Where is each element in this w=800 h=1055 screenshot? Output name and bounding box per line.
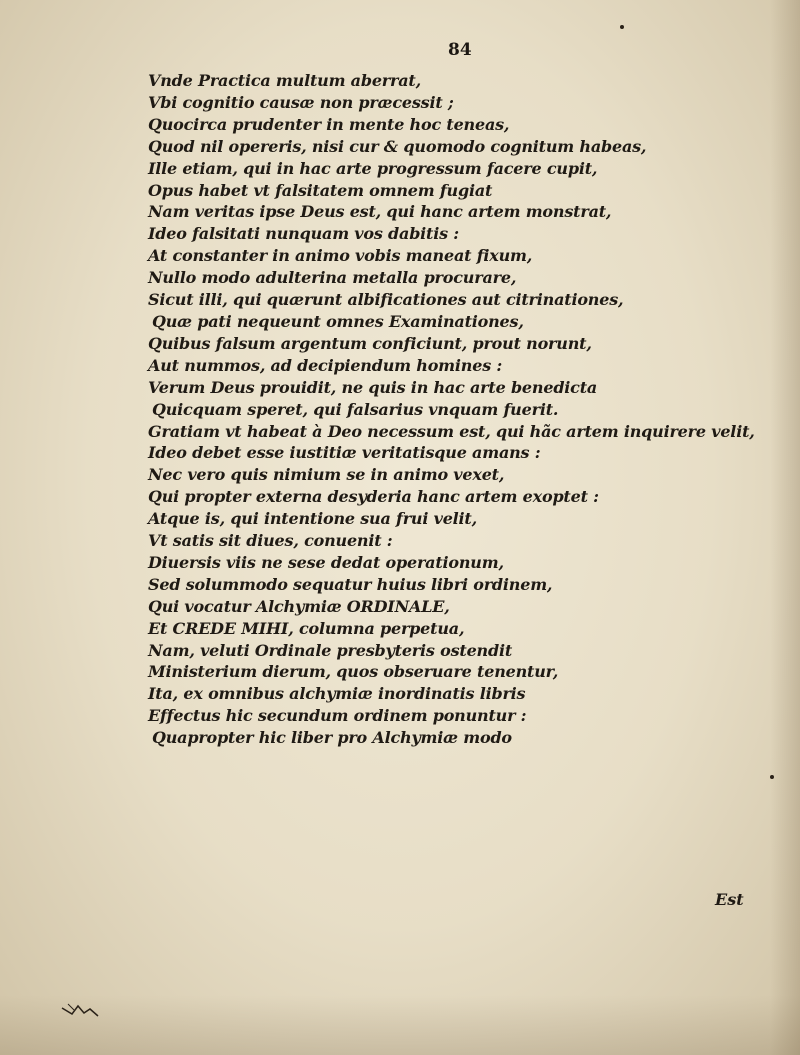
text-line: Quibus falsum argentum conficiunt, prout norunt,: [148, 333, 592, 353]
ink-speck: [620, 25, 624, 29]
catchword: Est: [715, 890, 744, 909]
text-line: Sicut illi, qui quærunt albificationes aut citrinationes,: [148, 290, 624, 310]
text-line: Verum Deus prouidit, ne quis in hac arte benedicta: [148, 377, 598, 397]
text-line: Et CREDE MIHI, columna perpetua,: [148, 618, 465, 638]
text-line: Effectus hic secundum ordinem ponuntur :: [148, 706, 527, 726]
text-line: Vbi cognitio causæ non præcessit ;: [148, 92, 454, 112]
text-line: Nec vero quis nimium se in animo vexet,: [148, 465, 505, 485]
text-line: Quapropter hic liber pro Alchymiæ modo: [152, 728, 512, 748]
page-bottom-shadow: [0, 995, 800, 1055]
text-line: Diuersis viis ne sese dedat operationum,: [148, 552, 504, 572]
text-line: Vt satis sit diues, conuenit :: [148, 531, 393, 551]
text-line: Gratiam vt habeat à Deo necessum est, qui hãc artem inquirere velit,: [148, 421, 755, 441]
text-line: Quæ pati nequeunt omnes Examinationes,: [152, 311, 524, 331]
text-line: Quocirca prudenter in mente hoc teneas,: [148, 114, 510, 134]
text-line: Nam veritas ipse Deus est, qui hanc artem monstrat,: [148, 202, 612, 222]
text-line: Atque is, qui intentione sua frui velit,: [148, 509, 477, 529]
text-line: Qui propter externa desyderia hanc artem exoptet :: [148, 487, 599, 507]
text-line: Quod nil opereris, nisi cur & quomodo cognitum habeas,: [148, 136, 647, 156]
text-line: Nullo modo adulterina metalla procurare,: [148, 268, 517, 288]
text-line: Quicquam speret, qui falsarius vnquam fuerit.: [152, 399, 559, 419]
text-line: Opus habet vt falsitatem omnem fugiat: [148, 180, 493, 200]
text-line: Aut nummos, ad decipiendum homines :: [148, 355, 503, 375]
text-line: Ille etiam, qui in hac arte progressum facere cupit,: [148, 158, 598, 178]
text-line: Vnde Practica multum aberrat,: [148, 71, 421, 90]
text-line: Nam, veluti Ordinale presbyteris ostendit: [148, 640, 513, 660]
text-line: Sed solummodo sequatur huius libri ordinem,: [148, 574, 553, 594]
text-line: At constanter in animo vobis maneat fixum,: [148, 246, 533, 266]
ink-blot-mark: [60, 1000, 100, 1020]
text-line: Ideo debet esse iustitiæ veritatisque amans :: [148, 443, 541, 463]
verse-text-block: [148, 70, 778, 749]
page-number: 84: [448, 40, 472, 60]
text-line: Ministerium dierum, quos obseruare tenentur,: [148, 662, 559, 682]
ink-speck: [770, 775, 774, 779]
text-line: Ita, ex omnibus alchymiæ inordinatis libris: [148, 684, 526, 704]
text-line: Qui vocatur Alchymiæ ORDINALE,: [148, 596, 450, 616]
text-line: Ideo falsitati nunquam vos dabitis :: [148, 224, 460, 244]
